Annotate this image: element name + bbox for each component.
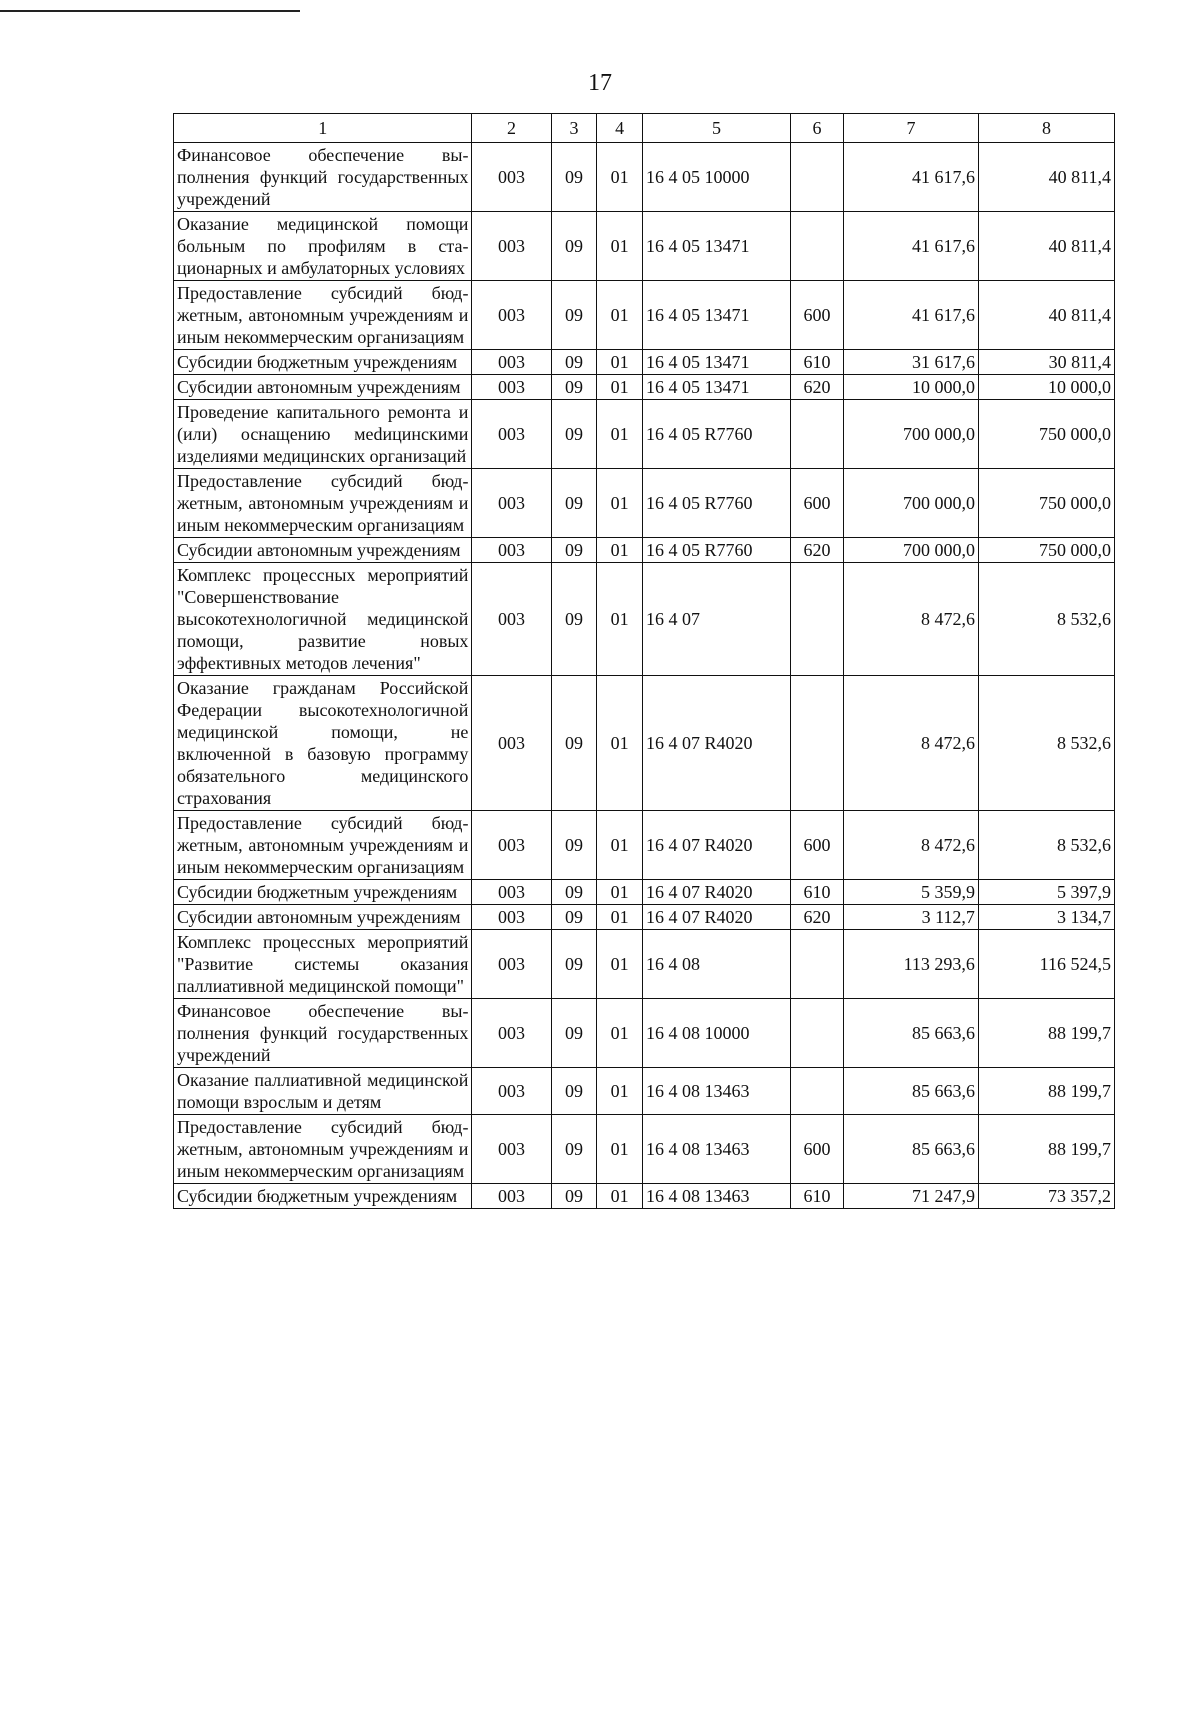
row-code-2: 003: [472, 375, 551, 400]
row-name: Субсидии бюджетным учреждениям: [174, 1184, 472, 1209]
row-amount-col8: 8 532,6: [978, 676, 1114, 811]
row-expense-type: [791, 1068, 844, 1115]
row-code-3: 09: [551, 281, 597, 350]
row-name: Субсидии автономным учреждениям: [174, 905, 472, 930]
row-code-4: 01: [597, 350, 643, 375]
row-code-4: 01: [597, 1115, 643, 1184]
row-name: Финансовое обеспечение выполнения функций государственных учреждений: [174, 999, 472, 1068]
row-expense-type: 600: [791, 1115, 844, 1184]
row-expense-type: 600: [791, 281, 844, 350]
row-amount-col8: 8 532,6: [978, 563, 1114, 676]
row-amount-col8: 116 524,5: [978, 930, 1114, 999]
row-code-4: 01: [597, 400, 643, 469]
row-code-4: 01: [597, 1184, 643, 1209]
row-code-4: 01: [597, 143, 643, 212]
row-amount-col7: 8 472,6: [843, 563, 978, 676]
row-code-3: 09: [551, 930, 597, 999]
row-name: Субсидии бюджетным учреждениям: [174, 350, 472, 375]
table-row: [174, 880, 1115, 905]
row-amount-col8: 88 199,7: [978, 1068, 1114, 1115]
table-row: [174, 143, 1115, 212]
row-code-2: 003: [472, 212, 551, 281]
row-target-code: 16 4 07: [642, 563, 790, 676]
row-amount-col8: 40 811,4: [978, 281, 1114, 350]
row-target-code: 16 4 05 13471: [642, 281, 790, 350]
row-expense-type: 600: [791, 469, 844, 538]
row-name: Проведение капитального ремонта и (или) оснащению меdицинскими изделиями медицинских организаций: [174, 400, 472, 469]
row-target-code: 16 4 08 10000: [642, 999, 790, 1068]
row-amount-col8: 750 000,0: [978, 400, 1114, 469]
column-header-1: 1: [174, 114, 472, 143]
row-name: Субсидии автономным учреждениям: [174, 538, 472, 563]
row-expense-type: 610: [791, 1184, 844, 1209]
row-name: Комплекс процессных мероприятий "Совершенствование высокотехнологичной медицинской помощи, развитие новых эффективных методов лечения": [174, 563, 472, 676]
row-target-code: 16 4 08 13463: [642, 1068, 790, 1115]
row-code-3: 09: [551, 212, 597, 281]
header-row: [174, 114, 1115, 143]
row-amount-col7: 10 000,0: [843, 375, 978, 400]
row-code-2: 003: [472, 1184, 551, 1209]
row-amount-col7: 31 617,6: [843, 350, 978, 375]
row-code-3: 09: [551, 563, 597, 676]
table-row: [174, 212, 1115, 281]
table-row: [174, 375, 1115, 400]
row-expense-type: 610: [791, 350, 844, 375]
row-code-3: 09: [551, 1115, 597, 1184]
row-target-code: 16 4 07 R4020: [642, 905, 790, 930]
row-amount-col8: 5 397,9: [978, 880, 1114, 905]
row-amount-col8: 73 357,2: [978, 1184, 1114, 1209]
row-target-code: 16 4 05 13471: [642, 350, 790, 375]
row-amount-col8: 88 199,7: [978, 1115, 1114, 1184]
row-amount-col8: 3 134,7: [978, 905, 1114, 930]
row-target-code: 16 4 08 13463: [642, 1115, 790, 1184]
row-code-3: 09: [551, 1184, 597, 1209]
row-amount-col8: 750 000,0: [978, 469, 1114, 538]
row-code-4: 01: [597, 676, 643, 811]
row-name: Предоставление субсидий бюджетным, автономным учреждениям и иным некоммерческим организациям: [174, 811, 472, 880]
row-code-4: 01: [597, 880, 643, 905]
row-name: Комплекс процессных мероприятий "Развитие системы оказания паллиативной медицинской помощи": [174, 930, 472, 999]
row-amount-col7: 41 617,6: [843, 143, 978, 212]
row-code-2: 003: [472, 400, 551, 469]
row-amount-col7: 71 247,9: [843, 1184, 978, 1209]
row-amount-col8: 30 811,4: [978, 350, 1114, 375]
row-amount-col7: 5 359,9: [843, 880, 978, 905]
row-code-2: 003: [472, 350, 551, 375]
row-amount-col8: 40 811,4: [978, 212, 1114, 281]
table-row: [174, 1068, 1115, 1115]
row-code-3: 09: [551, 1068, 597, 1115]
row-target-code: 16 4 08: [642, 930, 790, 999]
table-row: [174, 1115, 1115, 1184]
row-name: Предоставление субсидий бюджетным, автономным учреждениям и иным некоммерческим организациям: [174, 281, 472, 350]
row-expense-type: [791, 212, 844, 281]
row-code-2: 003: [472, 281, 551, 350]
row-code-3: 09: [551, 350, 597, 375]
row-target-code: 16 4 05 13471: [642, 375, 790, 400]
table-row: [174, 930, 1115, 999]
row-code-2: 003: [472, 1068, 551, 1115]
row-code-2: 003: [472, 676, 551, 811]
table-row: [174, 281, 1115, 350]
row-code-4: 01: [597, 375, 643, 400]
row-target-code: 16 4 05 10000: [642, 143, 790, 212]
table-row: [174, 905, 1115, 930]
row-target-code: 16 4 07 R4020: [642, 880, 790, 905]
row-name: Субсидии бюджетным учреждениям: [174, 880, 472, 905]
row-amount-col7: 700 000,0: [843, 469, 978, 538]
row-code-3: 09: [551, 469, 597, 538]
column-header-3: 3: [551, 114, 597, 143]
row-target-code: 16 4 05 R7760: [642, 400, 790, 469]
row-target-code: 16 4 05 R7760: [642, 538, 790, 563]
row-amount-col8: 750 000,0: [978, 538, 1114, 563]
row-code-3: 09: [551, 880, 597, 905]
row-expense-type: [791, 143, 844, 212]
row-code-3: 09: [551, 905, 597, 930]
row-expense-type: [791, 676, 844, 811]
row-amount-col7: 85 663,6: [843, 1068, 978, 1115]
row-amount-col8: 8 532,6: [978, 811, 1114, 880]
table-row: [174, 350, 1115, 375]
row-amount-col8: 10 000,0: [978, 375, 1114, 400]
table-row: [174, 563, 1115, 676]
row-code-2: 003: [472, 999, 551, 1068]
row-name: Субсидии автономным учреждениям: [174, 375, 472, 400]
budget-table: [173, 113, 1115, 1209]
row-code-2: 003: [472, 930, 551, 999]
row-code-2: 003: [472, 905, 551, 930]
row-code-2: 003: [472, 811, 551, 880]
row-code-3: 09: [551, 143, 597, 212]
row-code-3: 09: [551, 999, 597, 1068]
row-amount-col7: 41 617,6: [843, 281, 978, 350]
row-code-3: 09: [551, 375, 597, 400]
row-target-code: 16 4 07 R4020: [642, 811, 790, 880]
row-name: Финансовое обеспечение выполнения функций государственных учреждений: [174, 143, 472, 212]
column-header-4: 4: [597, 114, 643, 143]
row-code-3: 09: [551, 400, 597, 469]
row-code-4: 01: [597, 469, 643, 538]
row-code-4: 01: [597, 281, 643, 350]
row-expense-type: [791, 930, 844, 999]
row-code-4: 01: [597, 1068, 643, 1115]
row-amount-col7: 113 293,6: [843, 930, 978, 999]
table-row: [174, 538, 1115, 563]
row-amount-col7: 85 663,6: [843, 1115, 978, 1184]
row-code-4: 01: [597, 999, 643, 1068]
row-code-4: 01: [597, 563, 643, 676]
page-number: 17: [588, 70, 612, 96]
row-code-2: 003: [472, 1115, 551, 1184]
row-target-code: 16 4 05 13471: [642, 212, 790, 281]
column-header-7: 7: [843, 114, 978, 143]
row-amount-col8: 40 811,4: [978, 143, 1114, 212]
row-code-2: 003: [472, 538, 551, 563]
row-expense-type: 620: [791, 538, 844, 563]
row-expense-type: [791, 999, 844, 1068]
row-code-3: 09: [551, 676, 597, 811]
row-code-4: 01: [597, 538, 643, 563]
row-code-2: 003: [472, 469, 551, 538]
row-amount-col8: 88 199,7: [978, 999, 1114, 1068]
row-expense-type: 620: [791, 375, 844, 400]
row-code-2: 003: [472, 563, 551, 676]
row-target-code: 16 4 07 R4020: [642, 676, 790, 811]
table-row: [174, 999, 1115, 1068]
row-amount-col7: 41 617,6: [843, 212, 978, 281]
scan-edge-line: [0, 10, 300, 12]
row-expense-type: 620: [791, 905, 844, 930]
row-code-4: 01: [597, 905, 643, 930]
table-row: [174, 676, 1115, 811]
row-name: Предоставление субсидий бюджетным, автономным учреждениям и иным некоммерческим организациям: [174, 1115, 472, 1184]
row-code-2: 003: [472, 880, 551, 905]
column-header-2: 2: [472, 114, 551, 143]
table-row: [174, 400, 1115, 469]
row-code-4: 01: [597, 930, 643, 999]
row-target-code: 16 4 08 13463: [642, 1184, 790, 1209]
row-name: Оказание медицинской помощи больным по профилям в стационарных и амбулаторных условиях: [174, 212, 472, 281]
column-header-5: 5: [642, 114, 790, 143]
table-row: [174, 811, 1115, 880]
row-amount-col7: 8 472,6: [843, 811, 978, 880]
row-name: Оказание паллиативной медицинской помощи взрослым и детям: [174, 1068, 472, 1115]
column-header-8: 8: [978, 114, 1114, 143]
row-code-3: 09: [551, 538, 597, 563]
row-name: Оказание гражданам Российской Федерации высокотехнологичной медицинской помощи, не включенной в базовую программу обязательного медицинского страхования: [174, 676, 472, 811]
row-expense-type: 600: [791, 811, 844, 880]
row-amount-col7: 8 472,6: [843, 676, 978, 811]
row-code-4: 01: [597, 811, 643, 880]
column-header-6: 6: [791, 114, 844, 143]
row-target-code: 16 4 05 R7760: [642, 469, 790, 538]
row-expense-type: [791, 400, 844, 469]
row-code-4: 01: [597, 212, 643, 281]
row-amount-col7: 3 112,7: [843, 905, 978, 930]
row-code-2: 003: [472, 143, 551, 212]
row-code-3: 09: [551, 811, 597, 880]
table-row: [174, 469, 1115, 538]
row-expense-type: 610: [791, 880, 844, 905]
row-amount-col7: 700 000,0: [843, 400, 978, 469]
row-expense-type: [791, 563, 844, 676]
table-row: [174, 1184, 1115, 1209]
row-amount-col7: 700 000,0: [843, 538, 978, 563]
row-name: Предоставление субсидий бюджетным, автономным учреждениям и иным некоммерческим организациям: [174, 469, 472, 538]
row-amount-col7: 85 663,6: [843, 999, 978, 1068]
